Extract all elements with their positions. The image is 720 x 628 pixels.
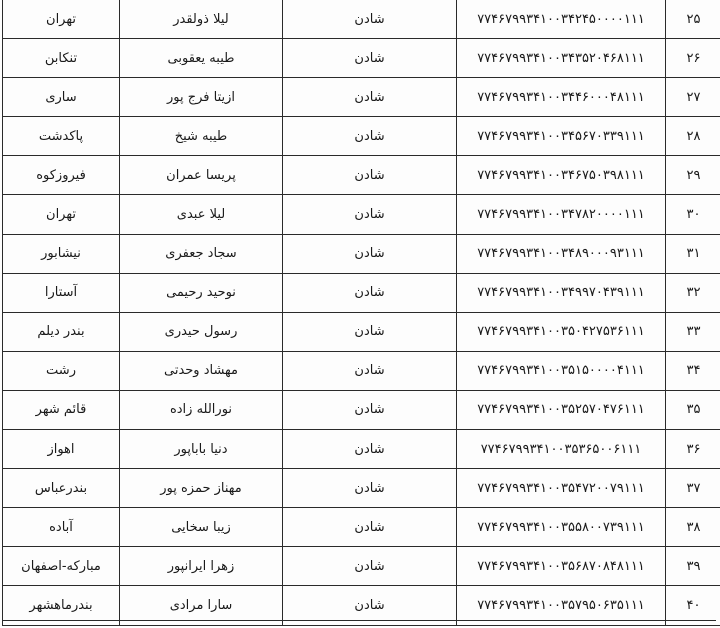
tracking-code: ۷۷۴۶۷۹۹۳۴۱۰۰۳۴۷۸۲۰۰۰۰۱۱۱: [457, 195, 666, 234]
winners-table-body: [3, 0, 720, 625]
tracking-code: ۷۷۴۶۷۹۹۳۴۱۰۰۳۴۶۷۵۰۳۹۸۱۱۱: [457, 156, 666, 195]
tracking-code: ۷۷۴۶۷۹۹۳۴۱۰۰۳۵۱۵۰۰۰۰۴۱۱۱: [457, 351, 666, 390]
row-number: ۲۹: [666, 156, 720, 195]
table-row: [3, 547, 720, 586]
city-name: بندر دیلم: [3, 312, 120, 351]
person-name: طیبه یعقوبی: [120, 39, 283, 78]
table-row: [3, 117, 720, 156]
product-name: شادن: [283, 78, 457, 117]
product-name: شادن: [283, 273, 457, 312]
row-number: ۳۵: [666, 390, 720, 429]
product-name: شادن: [283, 312, 457, 351]
row-number: ۳۱: [666, 234, 720, 273]
row-number: ۳۸: [666, 508, 720, 547]
product-name: شادن: [283, 390, 457, 429]
tracking-code: ۷۷۴۶۷۹۹۳۴۱۰۰۳۵۲۵۷۰۴۷۶۱۱۱: [457, 390, 666, 429]
table-row: [3, 234, 720, 273]
table-row: [3, 508, 720, 547]
city-name: تهران: [3, 0, 120, 39]
city-name: تنکابن: [3, 39, 120, 78]
person-name: لیلا ذولقدر: [120, 0, 283, 39]
row-number: ۳۴: [666, 351, 720, 390]
tracking-code: ۷۷۴۶۷۹۹۳۴۱۰۰۳۵۷۹۵۰۶۳۵۱۱۱: [457, 586, 666, 625]
person-name: نوحید رحیمی: [120, 273, 283, 312]
table-row: [3, 469, 720, 508]
row-number: ۳۶: [666, 430, 720, 469]
city-name: تهران: [3, 195, 120, 234]
table-row: [3, 312, 720, 351]
person-name: زهرا ایرانپور: [120, 547, 283, 586]
product-name: شادن: [283, 117, 457, 156]
row-number: ۳۲: [666, 273, 720, 312]
row-number: ۲۵: [666, 0, 720, 39]
table-row: [3, 156, 720, 195]
city-name: رشت: [3, 351, 120, 390]
tracking-code: ۷۷۴۶۷۹۹۳۴۱۰۰۳۵۵۸۰۰۷۳۹۱۱۱: [457, 508, 666, 547]
product-name: شادن: [283, 195, 457, 234]
city-name: پاکدشت: [3, 117, 120, 156]
tracking-code: ۷۷۴۶۷۹۹۳۴۱۰۰۳۴۵۶۷۰۳۳۹۱۱۱: [457, 117, 666, 156]
tracking-code: ۷۷۴۶۷۹۹۳۴۱۰۰۳۴۹۹۷۰۴۳۹۱۱۱: [457, 273, 666, 312]
city-name: قائم شهر: [3, 390, 120, 429]
person-name: پریسا عمران: [120, 156, 283, 195]
row-number: ۳۷: [666, 469, 720, 508]
product-name: شادن: [283, 351, 457, 390]
city-name: فیروزکوه: [3, 156, 120, 195]
winners-table: [2, 0, 720, 626]
table-row: [3, 351, 720, 390]
person-name: ازیتا فرج پور: [120, 78, 283, 117]
city-name: بندرعباس: [3, 469, 120, 508]
row-number: ۲۸: [666, 117, 720, 156]
city-name: ساری: [3, 78, 120, 117]
product-name: شادن: [283, 0, 457, 39]
person-name: مهشاد وحدتی: [120, 351, 283, 390]
table-row: [3, 430, 720, 469]
row-number: ۳۳: [666, 312, 720, 351]
tracking-code: ۷۷۴۶۷۹۹۳۴۱۰۰۳۵۶۸۷۰۸۴۸۱۱۱: [457, 547, 666, 586]
tracking-code: ۷۷۴۶۷۹۹۳۴۱۰۰۳۵۰۴۲۷۵۳۶۱۱۱: [457, 312, 666, 351]
city-name: آستارا: [3, 273, 120, 312]
row-number: ۲۷: [666, 78, 720, 117]
product-name: شادن: [283, 586, 457, 625]
product-name: شادن: [283, 430, 457, 469]
tracking-code: ۷۷۴۶۷۹۹۳۴۱۰۰۳۴۳۵۲۰۴۶۸۱۱۱: [457, 39, 666, 78]
table-row: [3, 273, 720, 312]
city-name: بندرماهشهر: [3, 586, 120, 625]
product-name: شادن: [283, 234, 457, 273]
product-name: شادن: [283, 156, 457, 195]
tracking-code: ۷۷۴۶۷۹۹۳۴۱۰۰۳۴۴۶۰۰۰۴۸۱۱۱: [457, 78, 666, 117]
row-number: ۴۰: [666, 586, 720, 625]
person-name: نورالله زاده: [120, 390, 283, 429]
row-number: ۳۹: [666, 547, 720, 586]
person-name: مهناز حمزه پور: [120, 469, 283, 508]
person-name: رسول حیدری: [120, 312, 283, 351]
product-name: شادن: [283, 508, 457, 547]
person-name: طیبه شیخ: [120, 117, 283, 156]
tracking-code: ۷۷۴۶۷۹۹۳۴۱۰۰۳۵۴۷۲۰۰۷۹۱۱۱: [457, 469, 666, 508]
table-row: [3, 390, 720, 429]
person-name: سجاد جعفری: [120, 234, 283, 273]
city-name: اهواز: [3, 430, 120, 469]
table-row: [3, 195, 720, 234]
product-name: شادن: [283, 469, 457, 508]
person-name: لیلا عبدی: [120, 195, 283, 234]
city-name: مبارکه-اصفهان: [3, 547, 120, 586]
table-row: [3, 78, 720, 117]
tracking-code: ۷۷۴۶۷۹۹۳۴۱۰۰۳۵۳۶۵۰۰۶۱۱۱: [457, 430, 666, 469]
row-number: ۳۰: [666, 195, 720, 234]
person-name: سارا مرادی: [120, 586, 283, 625]
person-name: زیبا سخایی: [120, 508, 283, 547]
tracking-code: ۷۷۴۶۷۹۹۳۴۱۰۰۳۴۸۹۰۰۰۹۳۱۱۱: [457, 234, 666, 273]
row-number: ۲۶: [666, 39, 720, 78]
city-name: آباده: [3, 508, 120, 547]
tracking-code: ۷۷۴۶۷۹۹۳۴۱۰۰۳۴۲۴۵۰۰۰۰۱۱۱: [457, 0, 666, 39]
city-name: نیشابور: [3, 234, 120, 273]
product-name: شادن: [283, 547, 457, 586]
table-row: [3, 0, 720, 39]
product-name: شادن: [283, 39, 457, 78]
table-row: [3, 39, 720, 78]
person-name: دنیا باباپور: [120, 430, 283, 469]
